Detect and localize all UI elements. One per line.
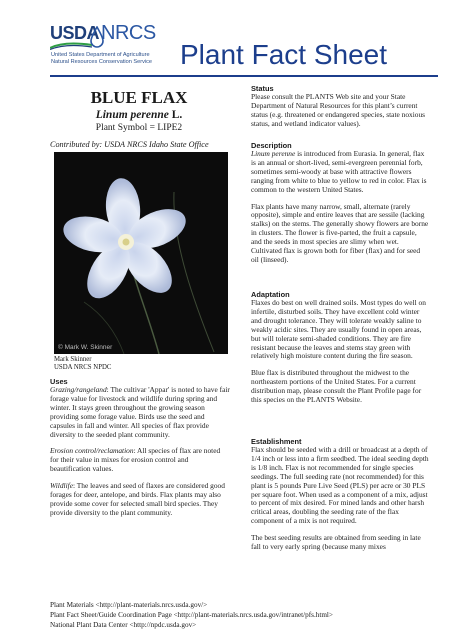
wildlife-label: Wildlife [50,481,73,491]
establishment-section [251,446,429,552]
usda-swoosh-icon [50,42,92,50]
grazing-label: Grazing/rangeland [50,385,107,394]
usda-wordmark: USDA [50,23,100,43]
adaptation-heading: Adaptation [251,290,290,299]
grazing-text: : The cultivar 'Appar' is noted to have fair forage value for livestock and wildlife during spring and winter. It stays green throughout the growing season providing some forage value. Birds use the seed and capsules in fall and winter. All species of flax provide diversity to the seeded plant community. [50,385,230,439]
uses-wildlife [50,482,230,518]
uses-erosion [50,447,230,474]
description-p2: Flax plants have many narrow, small, alternate (rarely opposite), simple and entire leaves that are sessile (lacking stalks) on the stems. The generally showy flowers are borne in clusters. The flower is five-parted, the fruit a capsule, and the seeds in most species are slimy when wet. Cultivated flax is grown both for fiber (flax) and for seed oil (linseed). [251,201,429,264]
description-scientific-name: Linum perenne [251,149,296,158]
description-p1 [251,150,429,195]
plant-symbol: Plant Symbol = LIPE2 [95,123,183,133]
description-section [251,150,429,265]
scientific-name: Linum perenne [95,109,169,121]
status-text: Please consult the PLANTS Web site and your State Department of Natural Resources for this plant’s current status (e.g. threatened or endangered species, state noxious status, and wetland indicator values). [251,92,426,128]
wildlife-text: : The leaves and seed of flaxes are considered good forages for deer, antelope, and birds. Flax plants may also provide some cover for selected small bird species. They provide diversity to the plant community. [50,481,225,517]
description-p1-text: is introduced from Eurasia. In general, flax is an annual or short-lived, semi-evergreen perennial forb, sometimes semi-woody at base with attractive flowers ranging from white to blue to yellow to red in color. Flax is common to the western United States. [251,149,427,194]
uses-section [50,386,230,518]
flower-illustration [54,152,228,354]
blue-flax-photo [54,152,228,354]
erosion-label: Erosion control/reclamation [50,446,134,456]
uses-grazing [50,386,230,439]
erosion-text: : All species of flax are noted for their value in mixes for erosion control and beautification values. [50,446,221,474]
photo-credit: © Mark W. Skinner [58,344,113,351]
status-heading: Status [251,84,274,93]
adaptation-p1: Flaxes do best on well drained soils. Most types do well on infertile, disturbed soils. They have excellent cold winter and drought tolerance. They will tolerate weakly saline to weakly acidic sites. They are usually found in open areas, but will tolerate semi-shaded conditions. They are fire resistant because the leaves and stems stay green with relatively high moisture content during the fire season. [251,298,426,361]
adaptation-p2: Blue flax is distributed throughout the midwest to the northeastern portions of the United States. For a current distribution map, please consult the Plant Profile page for this species on the PLANTS Website. [251,368,422,405]
adaptation-section [251,299,429,405]
water-drop-icon [90,26,104,48]
establishment-heading: Establishment [251,437,302,446]
photo-caption-name: Mark Skinner [54,356,92,363]
photo-caption-org: USDA NRCS NPDC [54,364,112,371]
scientific-name-line [50,108,228,122]
footer-npdc-link[interactable]: National Plant Data Center <http://npdc.usda.gov> [50,621,197,629]
header-divider [50,75,438,77]
agency-name-line1: United States Department of Agriculture [51,52,150,58]
description-heading: Description [251,141,292,150]
common-name: BLUE FLAX [90,88,188,107]
footer-plant-materials-link[interactable]: Plant Materials <http://plant-materials.nrcs.usda.gov/> [50,601,208,609]
footer-coordination-link[interactable]: Plant Fact Sheet/Guide Coordination Page <http://plant-materials.nrcs.usda.gov/intranet/pfs.html> [50,611,333,619]
agency-name-line2: Natural Resources Conservation Service [51,59,153,65]
nrcs-wordmark: NRCS [101,22,156,44]
establishment-p2: The best seeding results are obtained from seeding in late fall to very early spring (because many mixes [251,533,421,552]
scientific-author: L. [171,109,183,121]
contributed-by: Contributed by: USDA NRCS Idaho State Office [50,140,209,149]
uses-heading: Uses [50,377,68,386]
page-title: Plant Fact Sheet [180,39,388,70]
establishment-p1: Flax should be seeded with a drill or broadcast at a depth of 1/4 inch or less into a firm seedbed. The ideal seeding depth is 1/8 inch. Flax is not recommended for single species seedings. The full seeding rate (not recommended) for this plant is 5 pounds Pure Live Seed (PLS) per acre or 30 PLS per square foot. When used as a component of a mix, adjust to percent of mix desired. For mined lands and other harsh critical areas, doubling the seeding rate of the flax component of a mix is not required. [251,445,429,526]
